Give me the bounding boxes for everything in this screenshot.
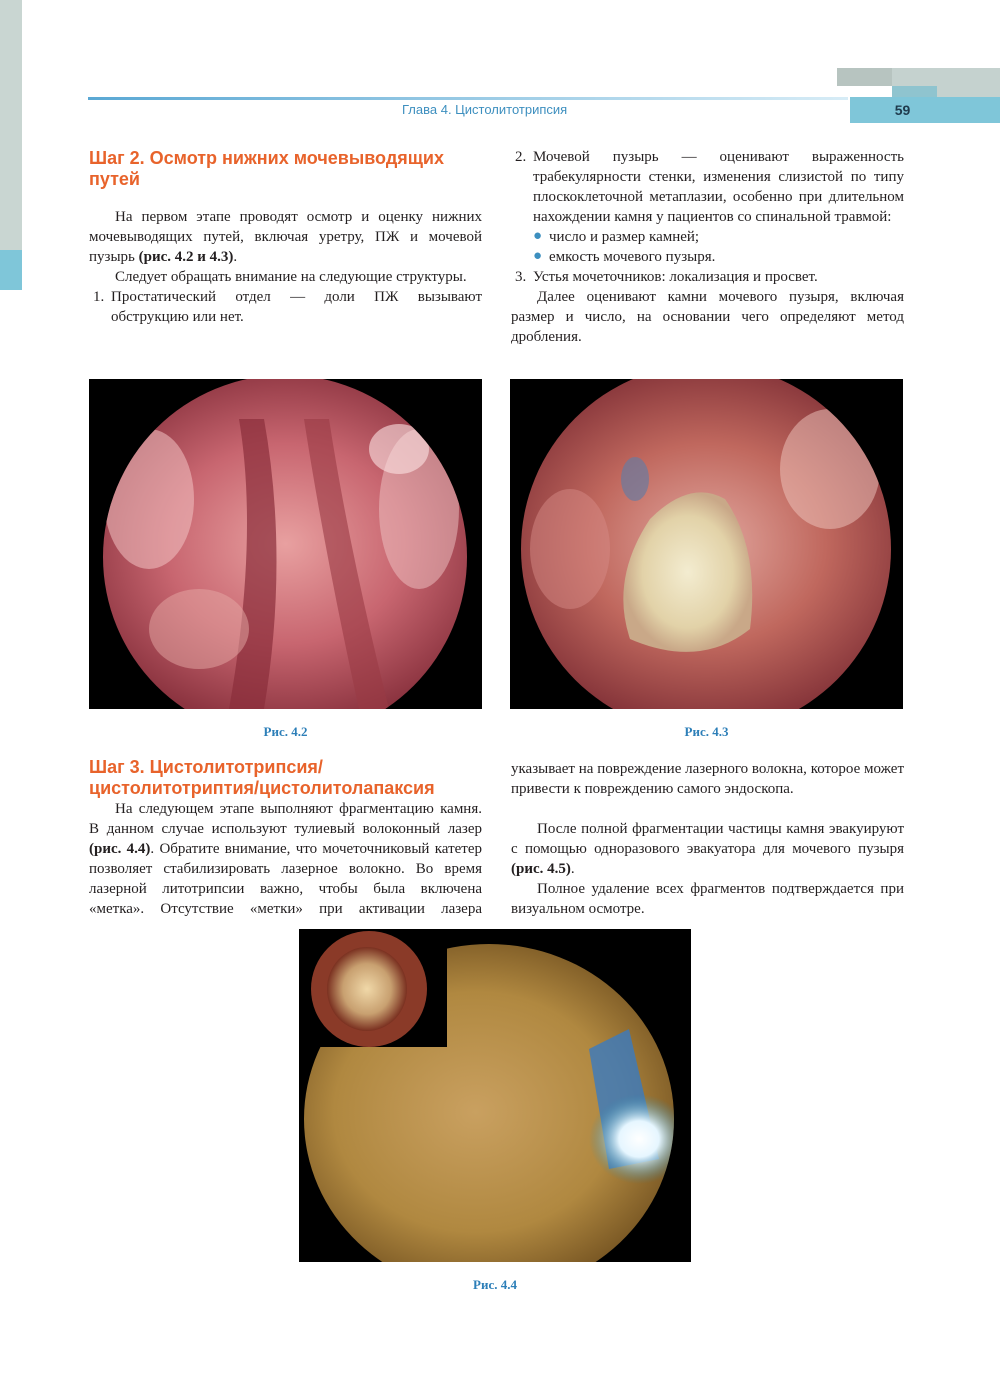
step2-paragraph-2: Следует обращать внимание на следующие структуры. xyxy=(115,269,467,285)
bullet-item: ● емкость мочевого пузыря. xyxy=(533,248,716,265)
bullet-list xyxy=(511,227,904,267)
step3-heading: Шаг 3. Цистолитотрипсия/цистолитотриптия/цистолитолапаксия xyxy=(89,757,435,798)
step3-paragraph-1: На следующем этапе выполняют фрагментацию камня. В данном случае используют тулиевый волоконный лазер (рис. 4.4). Обратите внимание, что мочеточниковый катетер позволяет стабилизировать лазерное волокно. Во время лазерной литотрипсии важно, чтобы была включена «метка». Отсутствие «метки» при активации лазера xyxy=(89,801,482,917)
corner-block-teal xyxy=(892,86,937,97)
list-item: 1. Простатический отдел — доли ПЖ вызывают обструкцию или нет. xyxy=(93,289,482,325)
running-title: Глава 4. Цистолитотрипсия xyxy=(402,102,568,117)
left-margin-strip-accent xyxy=(0,250,22,290)
figure-4-2-caption: Рис. 4.2 xyxy=(263,724,308,739)
step3-paragraph-1-continued: указывает на повреждение лазерного волокна, которое может привести к повреждению самого эндоскопа. xyxy=(511,761,904,797)
figure-ref: (рис. 4.4) xyxy=(89,841,151,857)
figure-ref: (рис. 4.2 и 4.3) xyxy=(138,249,234,265)
step2-right-column xyxy=(511,147,904,347)
figure-4-3-image xyxy=(510,379,903,709)
step2-paragraph-1: На первом этапе проводят осмотр и оценку нижних мочевыводящих путей, включая уретру, ПЖ и мочевой пузырь (рис. 4.2 и 4.3). xyxy=(89,209,482,265)
step3-paragraph-3: Полное удаление всех фрагментов подтверждается при визуальном осмотре. xyxy=(511,881,904,917)
figure-4-4-image xyxy=(299,929,691,1262)
step2-left-column xyxy=(89,207,482,327)
figure-ref: (рис. 4.5) xyxy=(511,861,571,877)
left-margin-strip xyxy=(0,0,22,250)
figure-4-3-caption: Рис. 4.3 xyxy=(684,724,729,739)
step3-right-column xyxy=(511,759,904,919)
bullet-icon: ● xyxy=(533,248,543,264)
list-item: 2. Мочевой пузырь — оценивают выраженность трабекулярности стенки, изменения слизистой по типу плоскоклеточной метаплазии, особенно при длительном нахождении камня у пациентов со спинальной травмой: xyxy=(515,149,904,225)
page-number: 59 xyxy=(850,97,1000,123)
step2-heading: Шаг 2. Осмотр нижних мочевыводящих путей xyxy=(89,148,445,189)
header-rule xyxy=(88,97,848,100)
step3-paragraph-2: После полной фрагментации частицы камня эвакуируют с помощью одноразового эвакуатора для мочевого пузыря (рис. 4.5). xyxy=(511,821,904,877)
figure-4-2-image xyxy=(89,379,482,709)
corner-block-gray xyxy=(837,68,892,86)
figure-4-4-caption: Рис. 4.4 xyxy=(473,1277,517,1292)
step3-left-column xyxy=(89,799,482,919)
bullet-item: ● число и размер камней; xyxy=(533,228,700,245)
bullet-icon: ● xyxy=(533,228,543,244)
step2-paragraph-3: Далее оценивают камни мочевого пузыря, включая размер и число, на основании чего определяют метод дробления. xyxy=(511,289,904,345)
list-item: 3. Устья мочеточников: локализация и просвет. xyxy=(515,269,818,285)
